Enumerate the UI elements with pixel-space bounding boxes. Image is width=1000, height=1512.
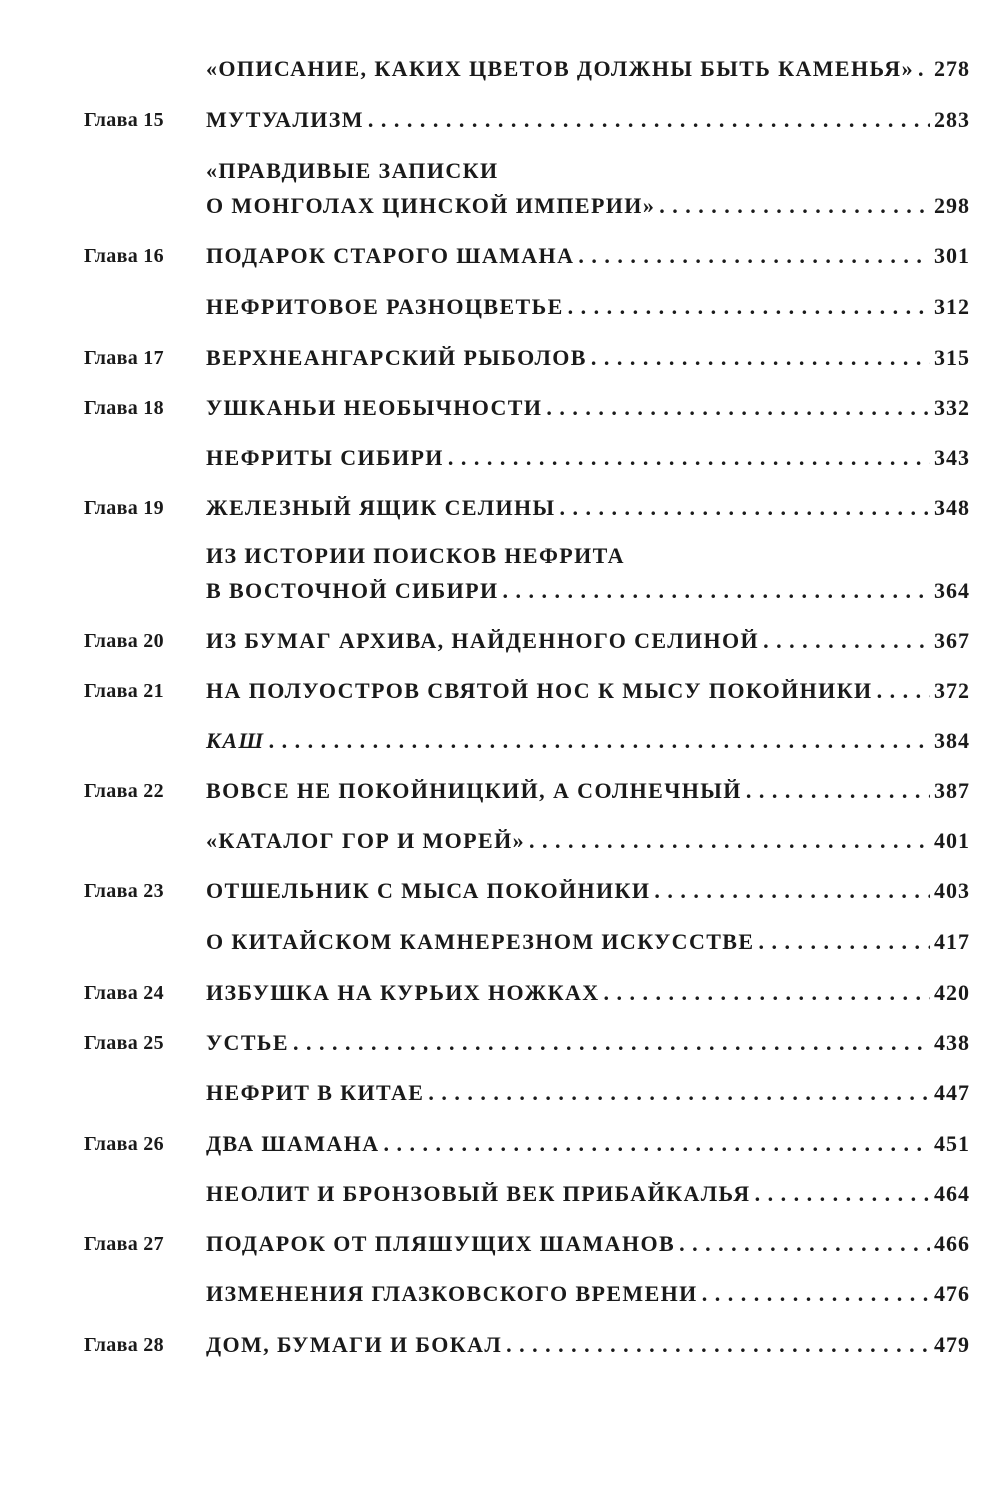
toc-entry-title: «КАТАЛОГ ГОР И МОРЕЙ» [206, 828, 525, 853]
dot-leader [546, 395, 930, 421]
toc-entry-page: 364 [934, 578, 970, 603]
chapter-label: Глава 19 [84, 497, 164, 519]
toc-entry-title-line1: «ПРАВДИВЫЕ ЗАПИСКИ [206, 158, 499, 183]
dot-leader [763, 628, 930, 654]
toc-entry-title: УШКАНЬИ НЕОБЫЧНОСТИ [206, 395, 543, 420]
toc-entry-page: 479 [934, 1332, 970, 1357]
toc-entry-page: 420 [934, 980, 970, 1005]
toc-entry-title: НЕОЛИТ И БРОНЗОВЫЙ ВЕК ПРИБАЙКАЛЬЯ [206, 1181, 751, 1206]
dot-leader [502, 578, 930, 604]
toc-entry-page: 447 [934, 1080, 970, 1105]
toc-entry-page: 367 [934, 628, 970, 653]
toc-entry-page: 466 [934, 1231, 970, 1256]
toc-entry-title: ВОВСЕ НЕ ПОКОЙНИЦКИЙ, А СОЛНЕЧНЫЙ [206, 778, 742, 803]
chapter-label: Глава 21 [84, 680, 164, 702]
toc-entry-title: НЕФРИТ В КИТАЕ [206, 1080, 425, 1105]
toc-entry-page: 278 [934, 56, 970, 81]
toc-entry-title: ДВА ШАМАНА [206, 1131, 380, 1156]
toc-entry-page: 387 [934, 778, 970, 803]
toc-entry-page: 332 [934, 395, 970, 420]
toc-entry-page: 372 [934, 678, 970, 703]
dot-leader [758, 929, 930, 955]
toc-entry-page: 476 [934, 1281, 970, 1306]
chapter-label: Глава 18 [84, 397, 164, 419]
toc-entry-page: 417 [934, 929, 970, 954]
dot-leader [368, 107, 930, 133]
toc-entry-page: 283 [934, 107, 970, 132]
dot-leader [568, 294, 930, 320]
dot-leader [654, 878, 930, 904]
dot-leader [506, 1332, 930, 1358]
toc-entry-page: 384 [934, 728, 970, 753]
dot-leader [529, 828, 930, 854]
toc-entry-title: О КИТАЙСКОМ КАМНЕРЕЗНОМ ИСКУССТВЕ [206, 929, 755, 954]
chapter-label: Глава 28 [84, 1334, 164, 1356]
chapter-label: Глава 17 [84, 347, 164, 369]
dot-leader [659, 193, 930, 219]
toc-entry-title: УСТЬЕ [206, 1030, 289, 1055]
toc-entry-title: ИЗБУШКА НА КУРЬИХ НОЖКАХ [206, 980, 600, 1005]
dot-leader [604, 980, 930, 1006]
dot-leader [384, 1131, 930, 1157]
chapter-label: Глава 26 [84, 1133, 164, 1155]
toc-entry-title-line1: ИЗ ИСТОРИИ ПОИСКОВ НЕФРИТА [206, 543, 625, 568]
toc-entry-page: 315 [934, 345, 970, 370]
toc-entry-page: 464 [934, 1181, 970, 1206]
dot-leader [702, 1281, 930, 1307]
toc-entry-title: ПОДАРОК СТАРОГО ШАМАНА [206, 243, 575, 268]
toc-entry-page: 403 [934, 878, 970, 903]
toc-entry-title: «ОПИСАНИЕ, КАКИХ ЦВЕТОВ ДОЛЖНЫ БЫТЬ КАМЕНЬЯ» [206, 56, 914, 81]
dot-leader [877, 678, 930, 704]
toc-entry-page: 343 [934, 445, 970, 470]
dot-leader [428, 1080, 930, 1106]
toc-entry-page: 438 [934, 1030, 970, 1055]
dot-leader [560, 495, 930, 521]
chapter-label: Глава 25 [84, 1032, 164, 1054]
dot-leader [448, 445, 930, 471]
toc-entry-title: ВЕРХНЕАНГАРСКИЙ РЫБОЛОВ [206, 345, 587, 370]
toc-entry-page: 348 [934, 495, 970, 520]
toc-entry-page: 312 [934, 294, 970, 319]
dot-leader [755, 1181, 930, 1207]
toc-entry-page: 401 [934, 828, 970, 853]
dot-leader [679, 1231, 930, 1257]
chapter-label: Глава 27 [84, 1233, 164, 1255]
toc-entry-title: ОТШЕЛЬНИК С МЫСА ПОКОЙНИКИ [206, 878, 651, 903]
chapter-label: Глава 15 [84, 109, 164, 131]
dot-leader [578, 243, 930, 269]
toc-entry-title: НЕФРИТЫ СИБИРИ [206, 445, 444, 470]
chapter-label: Глава 16 [84, 245, 164, 267]
chapter-label: Глава 24 [84, 982, 164, 1004]
chapter-label: Глава 20 [84, 630, 164, 652]
toc-entry-title: ПОДАРОК ОТ ПЛЯШУЩИХ ШАМАНОВ [206, 1231, 676, 1256]
toc-entry-title: ЖЕЛЕЗНЫЙ ЯЩИК СЕЛИНЫ [206, 495, 556, 520]
toc-entry-title: ДОМ, БУМАГИ И БОКАЛ [206, 1332, 503, 1357]
toc-entry-title: КАШ [206, 728, 265, 753]
toc-entry-title: МУТУАЛИЗМ [206, 107, 364, 132]
dot-leader [269, 728, 930, 754]
dot-leader [591, 345, 930, 371]
toc-entry-page: 301 [934, 243, 970, 268]
toc-entry-title: В ВОСТОЧНОЙ СИБИРИ [206, 578, 499, 603]
toc-entry-page: 451 [934, 1131, 970, 1156]
toc-entry-title: НА ПОЛУОСТРОВ СВЯТОЙ НОС К МЫСУ ПОКОЙНИКИ [206, 678, 873, 703]
toc-entry-page: 298 [934, 193, 970, 218]
dot-leader [293, 1030, 930, 1056]
toc-entry-title: ИЗ БУМАГ АРХИВА, НАЙДЕННОГО СЕЛИНОЙ [206, 628, 760, 653]
toc-entry-title: НЕФРИТОВОЕ РАЗНОЦВЕТЬЕ [206, 294, 564, 319]
chapter-label: Глава 23 [84, 880, 164, 902]
toc-entry-title: ИЗМЕНЕНИЯ ГЛАЗКОВСКОГО ВРЕМЕНИ [206, 1281, 698, 1306]
dot-leader [918, 56, 930, 82]
chapter-label: Глава 22 [84, 780, 164, 802]
toc-entry-title: О МОНГОЛАХ ЦИНСКОЙ ИМПЕРИИ» [206, 193, 656, 218]
dot-leader [746, 778, 930, 804]
